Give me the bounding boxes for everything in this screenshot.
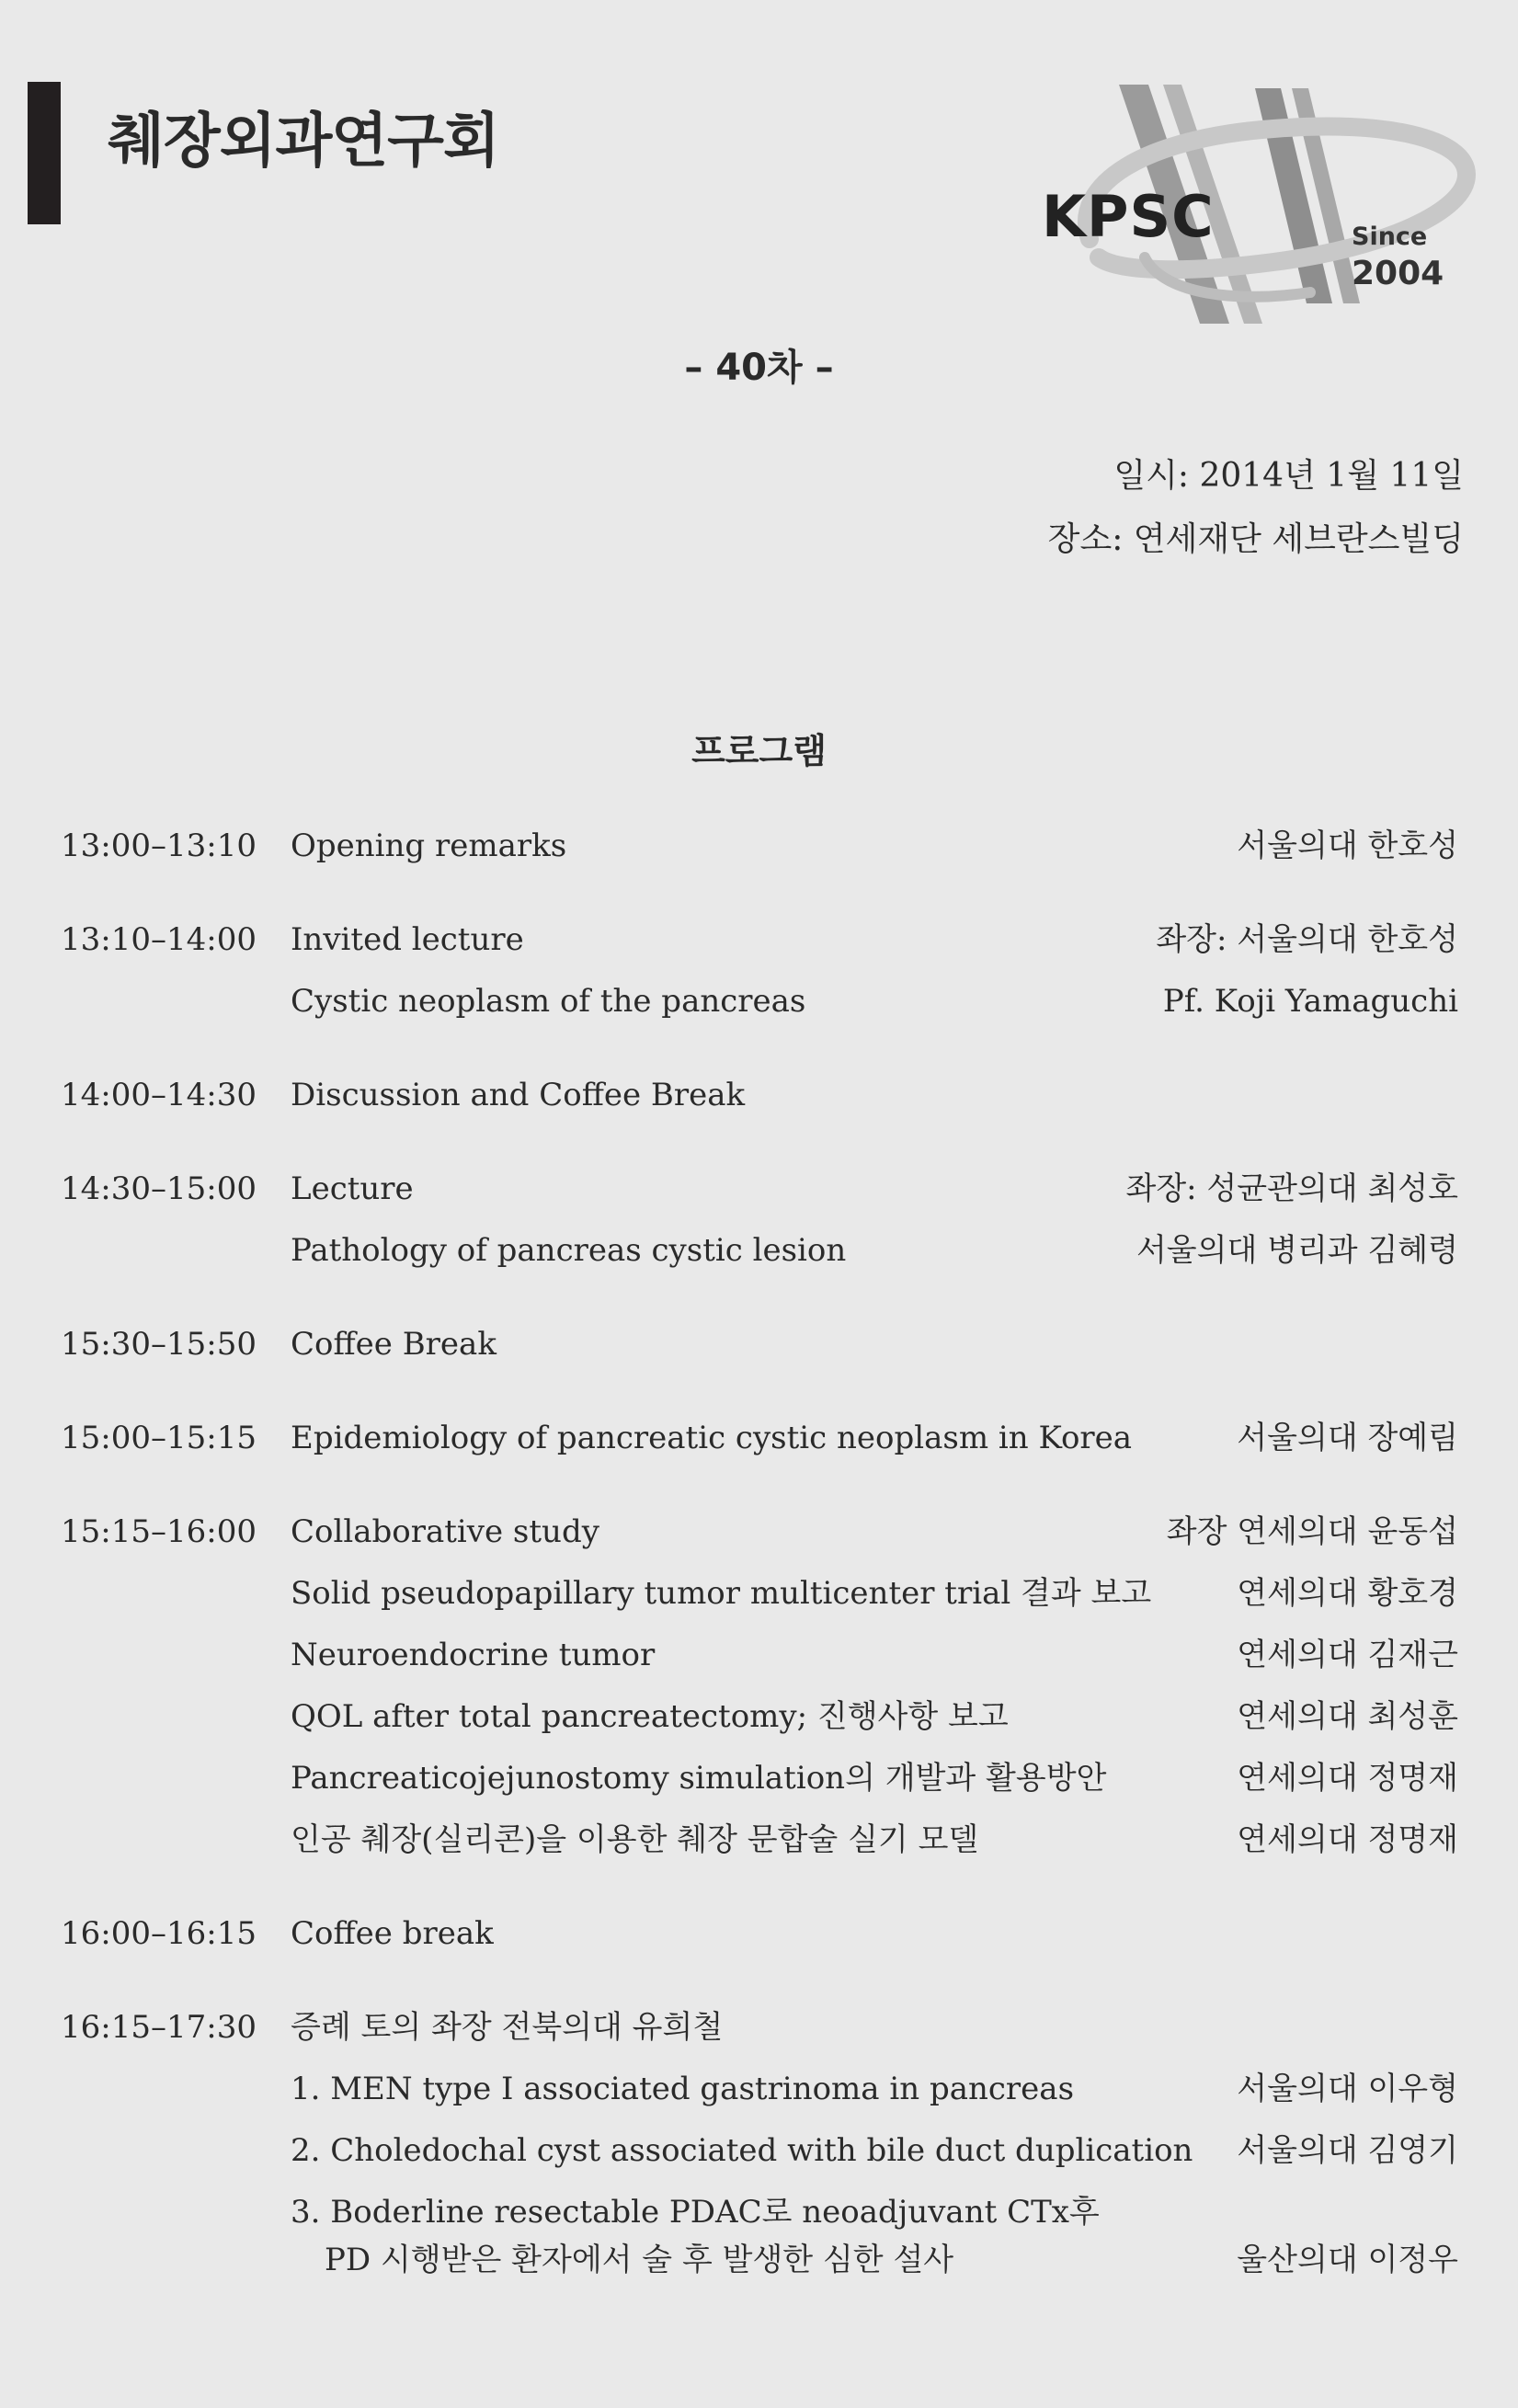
session-number: – 40차 –: [684, 347, 834, 389]
event-venue: 장소: 연세재단 세브란스빌딩: [1047, 520, 1464, 558]
program-row: [0, 1509, 1518, 1555]
program-speaker: 울산의대 이정우: [1237, 2242, 1458, 2278]
program-speaker: Pf. Koji Yamaguchi: [1162, 983, 1458, 1020]
program-title: 증례 토의 좌장 전북의대 유희철: [291, 2009, 724, 2046]
program-title: Coffee break: [291, 1915, 494, 1952]
program-speaker: 서울의대 이우형: [1237, 2071, 1458, 2107]
program-speaker: 연세의대 김재근: [1237, 1637, 1458, 1673]
program-title: QOL after total pancreatectomy; 진행사항 보고: [291, 1698, 1009, 1735]
program-title: 2. Choledochal cyst associated with bile duct duplication: [291, 2132, 1193, 2169]
program-row: [0, 1166, 1518, 1212]
program-time: 13:00–13:10: [61, 827, 257, 864]
program-speaker: 연세의대 황호경: [1237, 1575, 1458, 1612]
program-row: [0, 1694, 1518, 1740]
program-speaker: 좌장: 서울의대 한호성: [1156, 921, 1458, 958]
program-time: 15:30–15:50: [61, 1326, 257, 1363]
program-row: [0, 2237, 1518, 2283]
program-title: Discussion and Coffee Break: [291, 1077, 746, 1113]
program-title: 3. Boderline resectable PDAC로 neoadjuvant CTx후: [291, 2194, 1100, 2231]
program-title: Coffee Break: [291, 1326, 496, 1363]
program-speaker: 서울의대 김영기: [1237, 2132, 1458, 2169]
program-speaker: 연세의대 정명재: [1237, 1760, 1458, 1797]
program-row: [0, 1570, 1518, 1616]
program-row: [0, 978, 1518, 1024]
program-speaker: 서울의대 병리과 김혜령: [1136, 1232, 1458, 1269]
program-time: 16:00–16:15: [61, 1915, 257, 1952]
program-time: 15:15–16:00: [61, 1513, 257, 1550]
program-row: [0, 2066, 1518, 2112]
program-title: Pathology of pancreas cystic lesion: [291, 1232, 847, 1269]
program-time: 15:00–15:15: [61, 1420, 257, 1456]
logo-since-label: Since: [1352, 223, 1428, 251]
program-row: [0, 917, 1518, 963]
program-title: Neuroendocrine tumor: [291, 1637, 656, 1673]
program-row: [0, 1227, 1518, 1273]
program-speaker: 서울의대 장예림: [1237, 1420, 1458, 1456]
program-row: [0, 1072, 1518, 1118]
program-row: [0, 1321, 1518, 1367]
program-title: Cystic neoplasm of the pancreas: [291, 983, 806, 1020]
program-title: PD 시행받은 환자에서 술 후 발생한 심한 설사: [325, 2242, 954, 2278]
program-heading: 프로그램: [691, 731, 827, 771]
program-title: Invited lecture: [291, 921, 524, 958]
title-accent-bar: [28, 82, 61, 224]
program-time: 13:10–14:00: [61, 921, 257, 958]
program-row: [0, 1817, 1518, 1863]
program-row: [0, 1632, 1518, 1678]
program-speaker: 좌장: 성균관의대 최성호: [1125, 1170, 1458, 1207]
program-time: 14:00–14:30: [61, 1077, 257, 1113]
kpsc-logo-text: KPSC: [1042, 183, 1215, 250]
program-title: Collaborative study: [291, 1513, 599, 1550]
program-time: 14:30–15:00: [61, 1170, 257, 1207]
program-row: [0, 2128, 1518, 2174]
program-speaker: 연세의대 정명재: [1237, 1821, 1458, 1858]
program-speaker: 서울의대 한호성: [1237, 827, 1458, 864]
program-row: [0, 2189, 1518, 2235]
program-speaker: 연세의대 최성훈: [1237, 1698, 1458, 1735]
program-time: 16:15–17:30: [61, 2009, 257, 2046]
program-row: [0, 1911, 1518, 1957]
program-title: Lecture: [291, 1170, 414, 1207]
program-speaker: 좌장 연세의대 윤동섭: [1166, 1513, 1458, 1550]
program-row: [0, 2004, 1518, 2050]
logo-since-year: 2004: [1352, 255, 1444, 292]
organization-title: 췌장외과연구회: [108, 108, 499, 176]
program-title: Pancreaticojejunostomy simulation의 개발과 활용방안: [291, 1760, 1107, 1797]
program-title: 1. MEN type I associated gastrinoma in pancreas: [291, 2071, 1075, 2107]
program-row: [0, 1415, 1518, 1461]
program-title: Epidemiology of pancreatic cystic neoplasm in Korea: [291, 1420, 1133, 1456]
program-title: Opening remarks: [291, 827, 567, 864]
program-row: [0, 1755, 1518, 1801]
program-title: Solid pseudopapillary tumor multicenter trial 결과 보고: [291, 1575, 1152, 1612]
program-title: 인공 췌장(실리콘)을 이용한 췌장 문합술 실기 모델: [291, 1821, 979, 1858]
event-date: 일시: 2014년 1월 11일: [1113, 457, 1464, 495]
program-row: [0, 823, 1518, 869]
